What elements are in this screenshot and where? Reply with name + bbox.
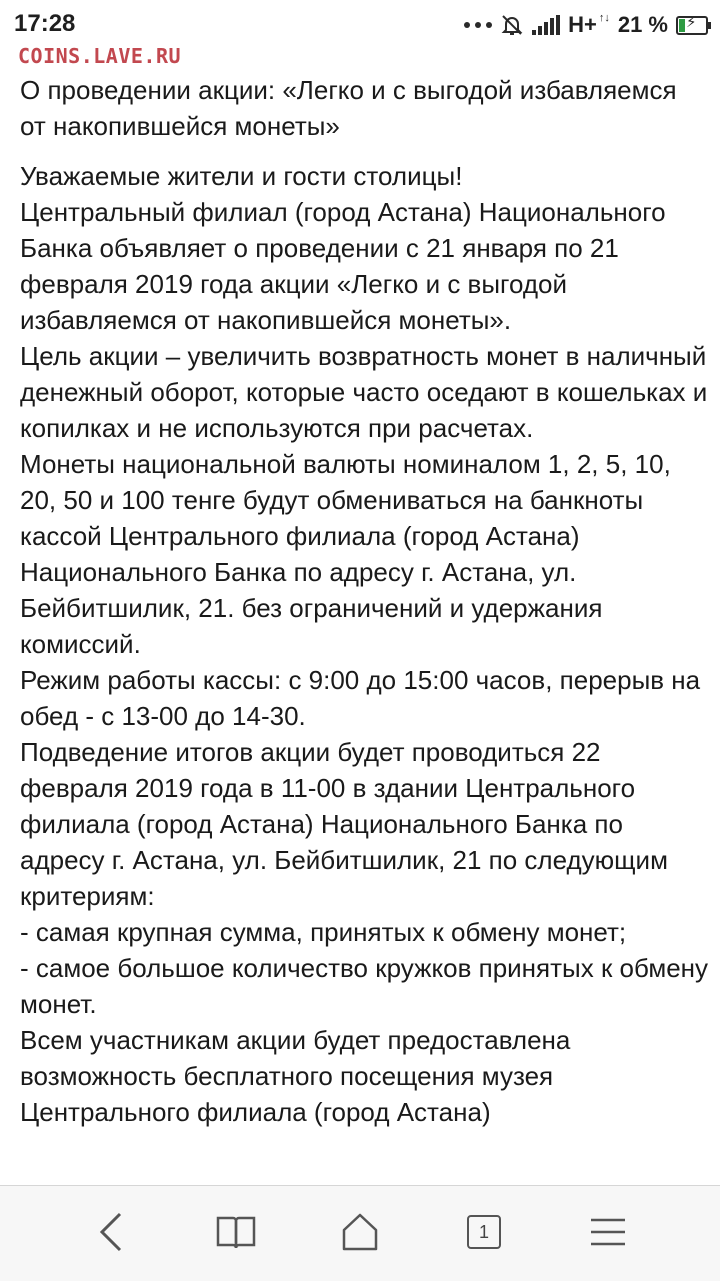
back-button[interactable] [76, 1200, 148, 1264]
bookmarks-button[interactable] [200, 1200, 272, 1264]
network-type: H+ ↑↓ [568, 12, 610, 37]
menu-icon [588, 1214, 628, 1250]
battery-percent: 21 % [617, 12, 668, 37]
site-watermark: COINS.LAVE.RU [18, 44, 182, 68]
signal-icon [532, 15, 560, 35]
article-headline: О проведении акции: «Легко и с выгодой избавляемся от накопившейся монеты» [20, 75, 677, 141]
status-time: 17:28 [14, 10, 76, 37]
alarm-off-icon [500, 13, 524, 37]
tabs-button[interactable] [448, 1200, 520, 1264]
paragraph-coins: Монеты национальной валюты номиналом 1, 2, 5, 10, 20, 50 и 100 тенге будут обмениваться на банкноты кассой Центрального филиала (город Астана) Национального Банка по адресу г. Астана, ул. Бейбитшилик, 21. без ограничений и удержания комиссий. [20, 449, 671, 659]
criterion-sum: - самая крупная сумма, принятых к обмену монет; [20, 917, 627, 947]
more-notifications-icon [464, 22, 492, 28]
battery-charging-icon: ⚡ [676, 16, 708, 35]
status-icons [464, 8, 708, 42]
paragraph-announcement: Центральный филиал (город Астана) Национального Банка объявляет о проведении с 21 января по 21 февраля 2019 года акции «Легко и с выгодой избавляемся от накопившейся монеты». [20, 197, 666, 335]
paragraph-results: Подведение итогов акции будет проводиться 22 февраля 2019 года в 11-00 в здании Центрального филиала (город Астана) Национального Банка по адресу г. Астана, ул. Бейбитшилик, 21 по следующим критериям: [20, 737, 668, 911]
paragraph-greeting: Уважаемые жители и гости столицы! [20, 161, 463, 191]
paragraph-hours: Режим работы кассы: с 9:00 до 15:00 часов, перерыв на обед - с 13-00 до 14-30. [20, 665, 701, 731]
home-button[interactable] [324, 1200, 396, 1264]
criterion-count: - самое большое количество кружков принятых к обмену монет. [20, 953, 709, 1019]
network-activity-icon: ↑↓ [598, 12, 610, 24]
article [20, 72, 708, 1130]
article-body [20, 158, 708, 1130]
bookmarks-icon [214, 1212, 258, 1252]
home-icon [338, 1210, 382, 1254]
tabs-icon: 1 [467, 1215, 501, 1249]
menu-button[interactable] [572, 1200, 644, 1264]
browser-bottom-nav [0, 1185, 720, 1281]
paragraph-museum: Всем участникам акции будет предоставлена возможность бесплатного посещения музея Центрального филиала (город Астана) [20, 1025, 571, 1127]
back-icon [94, 1210, 130, 1254]
paragraph-goal: Цель акции – увеличить возвратность монет в наличный денежный оборот, которые часто оседают в кошельках и копилках и не используются при расчетах. [20, 341, 708, 443]
